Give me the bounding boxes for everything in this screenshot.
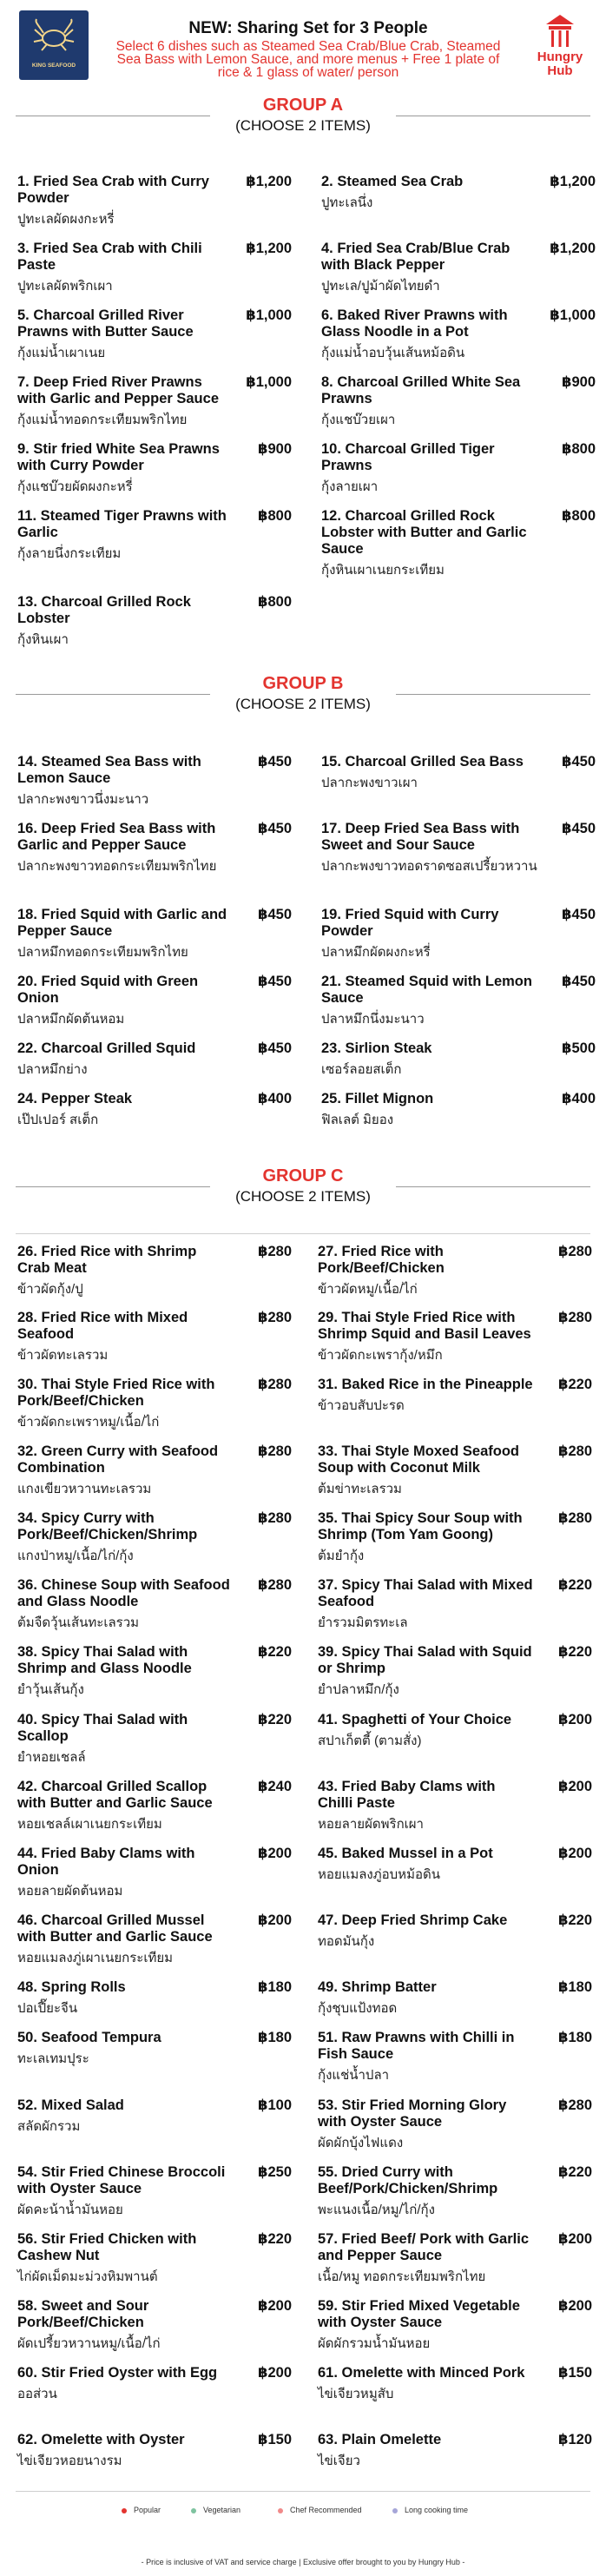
section-separator bbox=[16, 1233, 590, 1234]
menu-item: 31. Baked Rice in the Pineapple ฿220 ข้าวอบสับปะรด bbox=[318, 1377, 592, 1413]
menu-item: 9. Stir fried White Sea Prawns with Curry Powder ฿900 กุ้งแชบ๊วยผัดผงกะหรี่ bbox=[17, 441, 292, 494]
menu-item: 52. Mixed Salad ฿100 สลัดผักรวม bbox=[17, 2097, 292, 2134]
menu-item: 63. Plain Omelette ฿120 ไข่เจียว bbox=[318, 2432, 592, 2468]
hungry-hub-logo bbox=[530, 12, 590, 82]
legend bbox=[0, 2506, 606, 2518]
menu-item: 54. Stir Fried Chinese Broccoli with Oyster Sauce ฿250 ผัดคะน้าน้ำมันหอย bbox=[17, 2164, 292, 2217]
menu-item: 51. Raw Prawns with Chilli in Fish Sauce ฿180 กุ้งแช่น้ำปลา bbox=[318, 2030, 592, 2083]
group-a-subtitle: (CHOOSE 2 ITEMS) bbox=[235, 117, 371, 134]
brand-right: Hungry Hub bbox=[537, 50, 583, 78]
footer-note: - Price is inclusive of VAT and service charge | Exclusive offer brought to you by Hungry Hub - bbox=[141, 2558, 465, 2566]
group-b-divider-right bbox=[396, 694, 590, 695]
group-a-title: GROUP A bbox=[262, 96, 344, 115]
menu-item: 7. Deep Fried River Prawns with Garlic and Pepper Sauce ฿1,000 กุ้งแม่น้ำทอดกระเทียมพริกไทย bbox=[17, 374, 292, 427]
menu-item: 62. Omelette with Oyster ฿150 ไข่เจียวหอยนางรม bbox=[17, 2432, 292, 2468]
menu-item: 25. Fillet Mignon ฿400 ฟิลเลต์ มิยอง bbox=[321, 1091, 596, 1127]
menu-item: 1. Fried Sea Crab with Curry Powder ฿1,200 ปูทะเลผัดผงกะหรี่ bbox=[17, 174, 292, 227]
group-c-divider-left bbox=[16, 1186, 210, 1187]
menu-item: 26. Fried Rice with Shrimp Crab Meat ฿280 ข้าวผัดกุ้ง/ปู bbox=[17, 1244, 292, 1297]
menu-item: 27. Fried Rice with Pork/Beef/Chicken ฿280 ข้าวผัดหมู/เนื้อ/ไก่ bbox=[318, 1244, 592, 1297]
crab-icon bbox=[31, 17, 76, 52]
menu-item: 41. Spaghetti of Your Choice ฿200 สปาเก็ตตี้ (ตามสั่ง) bbox=[318, 1712, 592, 1748]
chef-recommended-dot-icon bbox=[278, 2508, 283, 2513]
legend-long-cooking: Long cooking time bbox=[392, 2506, 468, 2514]
menu-item: 34. Spicy Curry with Pork/Beef/Chicken/Shrimp ฿280 แกงป่าหมู/เนื้อ/ไก่/กุ้ง bbox=[17, 1510, 292, 1563]
menu-item: 56. Stir Fried Chicken with Cashew Nut ฿220 ไก่ผัดเม็ดมะม่วงหิมพานต์ bbox=[17, 2231, 292, 2284]
menu-item: 30. Thai Style Fried Rice with Pork/Beef/Chicken ฿280 ข้าวผัดกะเพราหมู/เนื้อ/ไก่ bbox=[17, 1377, 292, 1430]
menu-item: 16. Deep Fried Sea Bass with Garlic and Pepper Sauce ฿450 ปลากะพงขาวทอดกระเทียมพริกไทย bbox=[17, 821, 292, 874]
menu-item: 48. Spring Rolls ฿180 ปอเปี๊ยะจีน bbox=[17, 1979, 292, 2016]
menu-item: 20. Fried Squid with Green Onion ฿450 ปลาหมึกผัดต้นหอม bbox=[17, 974, 292, 1027]
menu-item: 43. Fried Baby Clams with Chilli Paste ฿200 หอยลายผัดพริกเผา bbox=[318, 1779, 592, 1832]
menu-item: 47. Deep Fried Shrimp Cake ฿220 ทอดมันกุ้ง bbox=[318, 1912, 592, 1949]
menu-item: 22. Charcoal Grilled Squid ฿450 ปลาหมึกย่าง bbox=[17, 1040, 292, 1077]
menu-item: 42. Charcoal Grilled Scallop with Butter and Garlic Sauce ฿240 หอยเชลล์เผาเนยกระเทียม bbox=[17, 1779, 292, 1832]
vegetarian-dot-icon bbox=[191, 2508, 196, 2513]
set-subtitle: Select 6 dishes such as Steamed Sea Crab/Blue Crab, Steamed Sea Bass with Lemon Sauce, and more menus + Free 1 plate of rice & 1 glass of water/ person bbox=[115, 39, 501, 80]
menu-item: 29. Thai Style Fried Rice with Shrimp Squid and Basil Leaves ฿280 ข้าวผัดกะเพรากุ้ง/หมึก bbox=[318, 1310, 592, 1363]
menu-item: 6. Baked River Prawns with Glass Noodle in a Pot ฿1,000 กุ้งแม่น้ำอบวุ้นเส้นหม้อดิน bbox=[321, 307, 596, 360]
long-cooking-dot-icon bbox=[392, 2508, 398, 2513]
menu-item: 36. Chinese Soup with Seafood and Glass Noodle ฿280 ต้มจืดวุ้นเส้นทะเลรวม bbox=[17, 1577, 292, 1630]
menu-item: 10. Charcoal Grilled Tiger Prawns ฿800 กุ้งลายเผา bbox=[321, 441, 596, 494]
legend-vegetarian: Vegetarian bbox=[191, 2506, 240, 2514]
section-separator bbox=[16, 2491, 590, 2492]
menu-item: 3. Fried Sea Crab with Chili Paste ฿1,200 ปูทะเลผัดพริกเผา bbox=[17, 241, 292, 294]
menu-item: 12. Charcoal Grilled Rock Lobster with Butter and Garlic Sauce ฿800 กุ้งหินเผาเนยกระเทียม bbox=[321, 508, 596, 578]
menu-item: 28. Fried Rice with Mixed Seafood ฿280 ข้าวผัดทะเลรวม bbox=[17, 1310, 292, 1363]
popular-dot-icon bbox=[122, 2508, 127, 2513]
menu-item: 60. Stir Fried Oyster with Egg ฿200 ออส่วน bbox=[17, 2365, 292, 2401]
menu-item: 39. Spicy Thai Salad with Squid or Shrimp ฿220 ยำปลาหมึก/กุ้ง bbox=[318, 1644, 592, 1697]
menu-item: 33. Thai Style Moxed Seafood Soup with Coconut Milk ฿280 ต้มข่าทะเลรวม bbox=[318, 1443, 592, 1496]
menu-item: 8. Charcoal Grilled White Sea Prawns ฿900 กุ้งแชบ๊วยเผา bbox=[321, 374, 596, 427]
menu-item: 53. Stir Fried Morning Glory with Oyster Sauce ฿280 ผัดผักบุ้งไฟแดง bbox=[318, 2097, 592, 2150]
brand-left: KING SEAFOOD bbox=[31, 63, 76, 69]
menu-item: 18. Fried Squid with Garlic and Pepper Sauce ฿450 ปลาหมึกทอดกระเทียมพริกไทย bbox=[17, 907, 292, 960]
menu-item: 15. Charcoal Grilled Sea Bass ฿450 ปลากะพงขาวเผา bbox=[321, 754, 596, 790]
group-b-divider-left bbox=[16, 694, 210, 695]
menu-item: 44. Fried Baby Clams with Onion ฿200 หอยลายผัดต้นหอม bbox=[17, 1846, 292, 1899]
menu-item: 14. Steamed Sea Bass with Lemon Sauce ฿450 ปลากะพงขาวนึ่งมะนาว bbox=[17, 754, 292, 807]
menu-item: 49. Shrimp Batter ฿180 กุ้งชุบแป้งทอด bbox=[318, 1979, 592, 2016]
legend-chef-recommended: Chef Recommended bbox=[278, 2506, 362, 2514]
set-title: NEW: Sharing Set for 3 People bbox=[188, 19, 428, 37]
menu-item: 38. Spicy Thai Salad with Shrimp and Glass Noodle ฿220 ยำวุ้นเส้นกุ้ง bbox=[17, 1644, 292, 1697]
menu-item: 61. Omelette with Minced Pork ฿150 ไข่เจียวหมูสับ bbox=[318, 2365, 592, 2401]
legend-popular: Popular bbox=[122, 2506, 161, 2514]
menu-item: 37. Spicy Thai Salad with Mixed Seafood ฿220 ยำรวมมิตรทะเล bbox=[318, 1577, 592, 1630]
menu-item: 40. Spicy Thai Salad with Scallop ฿220 ยำหอยเชลล์ bbox=[17, 1712, 292, 1765]
menu-item: 5. Charcoal Grilled River Prawns with Butter Sauce ฿1,000 กุ้งแม่น้ำเผาเนย bbox=[17, 307, 292, 360]
menu-item: 32. Green Curry with Seafood Combination ฿280 แกงเขียวหวานทะเลรวม bbox=[17, 1443, 292, 1496]
group-b-title: GROUP B bbox=[262, 674, 344, 693]
menu-item: 19. Fried Squid with Curry Powder ฿450 ปลาหมึกผัดผงกะหรี่ bbox=[321, 907, 596, 960]
hungry-hub-icon bbox=[530, 12, 590, 49]
menu-item: 23. Sirlion Steak ฿500 เซอร์ลอยสเต็ก bbox=[321, 1040, 596, 1077]
group-b-subtitle: (CHOOSE 2 ITEMS) bbox=[235, 696, 371, 712]
group-c-subtitle: (CHOOSE 2 ITEMS) bbox=[235, 1188, 371, 1205]
menu-item: 2. Steamed Sea Crab ฿1,200 ปูทะเลนึ่ง bbox=[321, 174, 596, 210]
menu-item: 57. Fried Beef/ Pork with Garlic and Pepper Sauce ฿200 เนื้อ/หมู ทอดกระเทียมพริกไทย bbox=[318, 2231, 592, 2284]
menu-item: 21. Steamed Squid with Lemon Sauce ฿450 ปลาหมึกนึ่งมะนาว bbox=[321, 974, 596, 1027]
menu-header bbox=[0, 0, 606, 90]
menu-item: 59. Stir Fried Mixed Vegetable with Oyster Sauce ฿200 ผัดผักรวมน้ำมันหอย bbox=[318, 2298, 592, 2351]
menu-item: 4. Fried Sea Crab/Blue Crab with Black Pepper ฿1,200 ปูทะเล/ปูม้าผัดไทยดำ bbox=[321, 241, 596, 294]
group-c-divider-right bbox=[396, 1186, 590, 1187]
menu-item: 46. Charcoal Grilled Mussel with Butter and Garlic Sauce ฿200 หอยแมลงภู่เผาเนยกระเทียม bbox=[17, 1912, 292, 1965]
king-seafood-logo bbox=[19, 10, 89, 80]
menu-item: 45. Baked Mussel in a Pot ฿200 หอยแมลงภู่อบหม้อดิน bbox=[318, 1846, 592, 1882]
menu-item: 50. Seafood Tempura ฿180 ทะเลเทมปุระ bbox=[17, 2030, 292, 2066]
group-c-title: GROUP C bbox=[262, 1166, 344, 1186]
menu-item: 58. Sweet and Sour Pork/Beef/Chicken ฿200 ผัดเปรี้ยวหวานหมู/เนื้อ/ไก่ bbox=[17, 2298, 292, 2351]
menu-item: 13. Charcoal Grilled Rock Lobster ฿800 กุ้งหินเผา bbox=[17, 594, 292, 647]
menu-item: 11. Steamed Tiger Prawns with Garlic ฿800 กุ้งลายนึ่งกระเทียม bbox=[17, 508, 292, 561]
menu-item: 24. Pepper Steak ฿400 เป๊ปเปอร์ สเต็ก bbox=[17, 1091, 292, 1127]
menu-item: 35. Thai Spicy Sour Soup with Shrimp (Tom Yam Goong) ฿280 ต้มยำกุ้ง bbox=[318, 1510, 592, 1563]
menu-item: 17. Deep Fried Sea Bass with Sweet and Sour Sauce ฿450 ปลากะพงขาวทอดราดซอสเปรี้ยวหวาน bbox=[321, 821, 596, 874]
menu-item: 55. Dried Curry with Beef/Pork/Chicken/Shrimp ฿220 พะแนงเนื้อ/หมู/ไก่/กุ้ง bbox=[318, 2164, 592, 2217]
